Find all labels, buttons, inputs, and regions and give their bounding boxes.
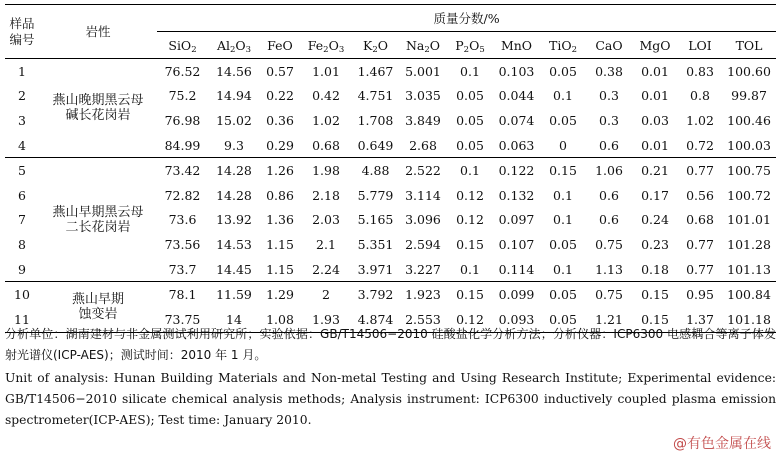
value-cell: 0	[559, 137, 567, 153]
value-cell: 3.792	[352, 282, 399, 307]
value-cell: 76.52	[164, 63, 201, 79]
value-cell: 5.779	[357, 187, 394, 203]
value-cell: 5.001	[405, 63, 441, 79]
composition-table	[5, 4, 776, 333]
value-cell: 0.12	[456, 187, 484, 203]
value-cell: 3.096	[405, 212, 441, 228]
value-cell: 0.097	[498, 212, 535, 228]
value-cell: 101.28	[727, 236, 771, 252]
value-cell: 84.99	[164, 137, 201, 153]
value-cell: 4.88	[352, 158, 399, 183]
value-cell: 0.05	[549, 236, 577, 252]
value-cell: 0.1	[553, 187, 573, 203]
value-cell: 2.68	[409, 137, 437, 153]
sample-id: 1	[18, 63, 26, 79]
value-cell: 1.26	[260, 158, 300, 183]
sample-header: 样品 编号	[5, 5, 39, 59]
value-cell: 0.12	[456, 212, 484, 228]
column-header: LOI	[688, 37, 712, 53]
value-cell: 2.1	[316, 236, 336, 252]
value-cell: 0.1	[447, 158, 493, 183]
value-cell: 0.03	[641, 112, 669, 128]
value-cell: 0.95	[678, 282, 722, 307]
value-cell: 0.77	[686, 261, 714, 277]
value-cell: 0.132	[498, 187, 535, 203]
value-cell: 15.02	[216, 112, 252, 128]
value-cell: 0.18	[641, 261, 669, 277]
value-cell: 0.72	[686, 137, 714, 153]
table-row	[5, 158, 776, 183]
value-cell: 3.035	[405, 88, 441, 104]
value-cell: 76.98	[164, 112, 201, 128]
column-header: SiO$_2$	[168, 37, 197, 55]
value-cell: 0.063	[498, 137, 535, 153]
sample-id: 2	[18, 88, 26, 104]
column-header: FeO	[267, 37, 293, 53]
value-cell: 0.57	[266, 63, 294, 79]
value-cell: 0.103	[498, 63, 535, 79]
value-cell: 0.05	[540, 282, 586, 307]
column-header: $Al_2O_3$	[216, 37, 252, 55]
column-header: MnO	[500, 37, 533, 53]
value-cell: 14	[226, 311, 242, 327]
value-cell: 1.02	[312, 112, 340, 128]
value-cell: 0.3	[599, 112, 619, 128]
value-cell: 14.28	[208, 158, 260, 183]
value-cell: 75.2	[168, 88, 197, 104]
value-cell: 4.751	[357, 88, 394, 104]
value-cell: 1.08	[266, 311, 294, 327]
value-cell: 2.594	[405, 236, 441, 252]
value-cell: 2	[300, 282, 352, 307]
value-cell: 3.971	[357, 261, 394, 277]
value-cell: 78.1	[157, 282, 208, 307]
value-cell: 73.7	[168, 261, 197, 277]
mass-fraction-header: 质量分数/%	[157, 5, 776, 32]
value-cell: 3.114	[405, 187, 441, 203]
value-cell: 2.18	[312, 187, 340, 203]
value-cell: 0.05	[456, 88, 484, 104]
value-cell: 0.68	[312, 137, 340, 153]
value-cell: 5.165	[357, 212, 394, 228]
value-cell: 0.1	[553, 88, 573, 104]
value-cell: 1.93	[312, 311, 340, 327]
value-cell: 0.24	[641, 212, 669, 228]
value-cell: 0.75	[595, 236, 623, 252]
value-cell: 14.28	[216, 187, 252, 203]
value-cell: 0.093	[498, 311, 535, 327]
value-cell: 0.15	[632, 282, 678, 307]
column-header: $Na_2O$	[405, 37, 441, 55]
value-cell: 0.75	[586, 282, 632, 307]
column-header: TiO$_2$	[548, 37, 577, 55]
value-cell: 1.36	[266, 212, 294, 228]
value-cell: 4.874	[357, 311, 394, 327]
value-cell: 73.56	[164, 236, 201, 252]
value-cell: 3.227	[405, 261, 441, 277]
value-cell: 100.60	[727, 63, 771, 79]
value-cell: 1.13	[595, 261, 623, 277]
sample-id: 4	[18, 137, 26, 153]
table-row	[5, 282, 776, 307]
value-cell: 0.099	[493, 282, 540, 307]
value-cell: 0.6	[599, 137, 619, 153]
value-cell: 0.83	[686, 63, 714, 79]
value-cell: 14.45	[216, 261, 252, 277]
value-cell: 0.8	[690, 88, 710, 104]
column-header: $P_2O_5$	[455, 37, 485, 55]
value-cell: 13.92	[216, 212, 252, 228]
column-header: $K_2O$	[362, 37, 388, 55]
value-cell: 1.06	[586, 158, 632, 183]
value-cell: 0.12	[456, 311, 484, 327]
value-cell: 1.708	[357, 112, 394, 128]
lithology-header: 岩性	[39, 5, 157, 59]
value-cell: 5.351	[357, 236, 394, 252]
value-cell: 2.522	[399, 158, 447, 183]
value-cell: 0.56	[686, 187, 714, 203]
value-cell: 0.1	[553, 212, 573, 228]
value-cell: 0.05	[456, 112, 484, 128]
value-cell: 14.56	[216, 63, 252, 79]
value-cell: 0.1	[460, 63, 480, 79]
value-cell: 0.68	[686, 212, 714, 228]
value-cell: 0.6	[599, 212, 619, 228]
sample-id: 5	[5, 158, 39, 183]
sample-id: 8	[18, 236, 26, 252]
value-cell: 0.122	[493, 158, 540, 183]
value-cell: 0.114	[498, 261, 535, 277]
sample-id: 9	[18, 261, 26, 277]
value-cell: 0.01	[641, 63, 669, 79]
value-cell: 100.03	[727, 137, 771, 153]
value-cell: 2.553	[405, 311, 441, 327]
sample-id: 10	[5, 282, 39, 307]
value-cell: 1.467	[357, 63, 394, 79]
value-cell: 0.36	[266, 112, 294, 128]
value-cell: 0.15	[456, 236, 484, 252]
value-cell: 0.86	[266, 187, 294, 203]
value-cell: 101.01	[727, 212, 771, 228]
value-cell: 99.87	[731, 88, 767, 104]
value-cell: 73.6	[168, 212, 197, 228]
value-cell: 0.15	[447, 282, 493, 307]
value-cell: 0.05	[549, 112, 577, 128]
value-cell: 2.03	[312, 212, 340, 228]
value-cell: 0.3	[599, 88, 619, 104]
value-cell: 0.1	[460, 261, 480, 277]
value-cell: 72.82	[164, 187, 201, 203]
column-header: MgO	[639, 37, 671, 53]
value-cell: 14.94	[216, 88, 252, 104]
value-cell: 0.38	[595, 63, 623, 79]
value-cell: 0.1	[553, 261, 573, 277]
column-header: $Fe_2O_3$	[307, 37, 345, 55]
lithology-cell: 燕山早期 蚀变岩	[39, 282, 157, 332]
value-cell: 0.21	[632, 158, 678, 183]
column-header: TOL	[735, 37, 763, 53]
value-cell: 2.24	[312, 261, 340, 277]
value-cell: 0.77	[686, 236, 714, 252]
lithology-cell: 燕山早期黑云母 二长花岗岩	[39, 158, 157, 282]
value-cell: 1.923	[399, 282, 447, 307]
value-cell: 1.29	[260, 282, 300, 307]
table-row	[5, 59, 776, 84]
value-cell: 0.05	[456, 137, 484, 153]
value-cell: 1.01	[312, 63, 340, 79]
sample-id: 11	[14, 311, 30, 327]
value-cell: 1.02	[686, 112, 714, 128]
watermark: @有色金属在线	[673, 436, 771, 452]
lithology-cell: 燕山晚期黑云母 碱长花岗岩	[52, 93, 144, 124]
value-cell: 100.72	[727, 187, 771, 203]
value-cell: 0.15	[641, 311, 669, 327]
value-cell: 1.21	[595, 311, 623, 327]
value-cell: 1.15	[266, 236, 294, 252]
column-header: CaO	[595, 37, 623, 53]
value-cell: 0.01	[641, 88, 669, 104]
footnote-chinese: 分析单位：湖南建材与非金属测试利用研究所；实验依据：GB/T14506−2010 硅酸盐化学分析方法；分析仪器：ICP6300 电感耦合等离子体发射光谱仪(ICP-AES)；测试时间：2010 年 1 月。	[5, 327, 776, 362]
value-cell: 100.84	[722, 282, 776, 307]
value-cell: 0.42	[312, 88, 340, 104]
value-cell: 73.42	[157, 158, 208, 183]
value-cell: 100.46	[727, 112, 771, 128]
value-cell: 0.044	[498, 88, 535, 104]
value-cell: 0.77	[678, 158, 722, 183]
value-cell: 1.98	[300, 158, 352, 183]
value-cell: 0.074	[498, 112, 535, 128]
sample-id: 6	[18, 187, 26, 203]
value-cell: 0.107	[498, 236, 535, 252]
value-cell: 100.75	[722, 158, 776, 183]
value-cell: 0.649	[357, 137, 394, 153]
value-cell: 101.18	[727, 311, 771, 327]
value-cell: 0.05	[549, 63, 577, 79]
sample-id: 7	[18, 212, 26, 228]
value-cell: 0.01	[641, 137, 669, 153]
value-cell: 0.23	[641, 236, 669, 252]
value-cell: 11.59	[208, 282, 260, 307]
sample-id: 3	[18, 112, 26, 128]
value-cell: 0.05	[549, 311, 577, 327]
value-cell: 3.849	[405, 112, 441, 128]
value-cell: 14.53	[216, 236, 252, 252]
value-cell: 101.13	[727, 261, 771, 277]
value-cell: 0.29	[266, 137, 294, 153]
value-cell: 0.6	[599, 187, 619, 203]
value-cell: 1.15	[266, 261, 294, 277]
value-cell: 0.15	[540, 158, 586, 183]
value-cell: 1.37	[686, 311, 714, 327]
value-cell: 73.75	[164, 311, 201, 327]
footnote-english: Unit of analysis: Hunan Building Materials and Non-metal Testing and Using Research Institute; Experimental evidence: GB/T14506−2010 silicate chemical analysis methods; Analysis instrument: ICP6300 inductively coupled plasma emission spectrometer(ICP-AES); Test time: January 2010.	[5, 371, 776, 427]
value-cell: 9.3	[224, 137, 244, 153]
value-cell: 0.22	[266, 88, 294, 104]
value-cell: 0.17	[641, 187, 669, 203]
